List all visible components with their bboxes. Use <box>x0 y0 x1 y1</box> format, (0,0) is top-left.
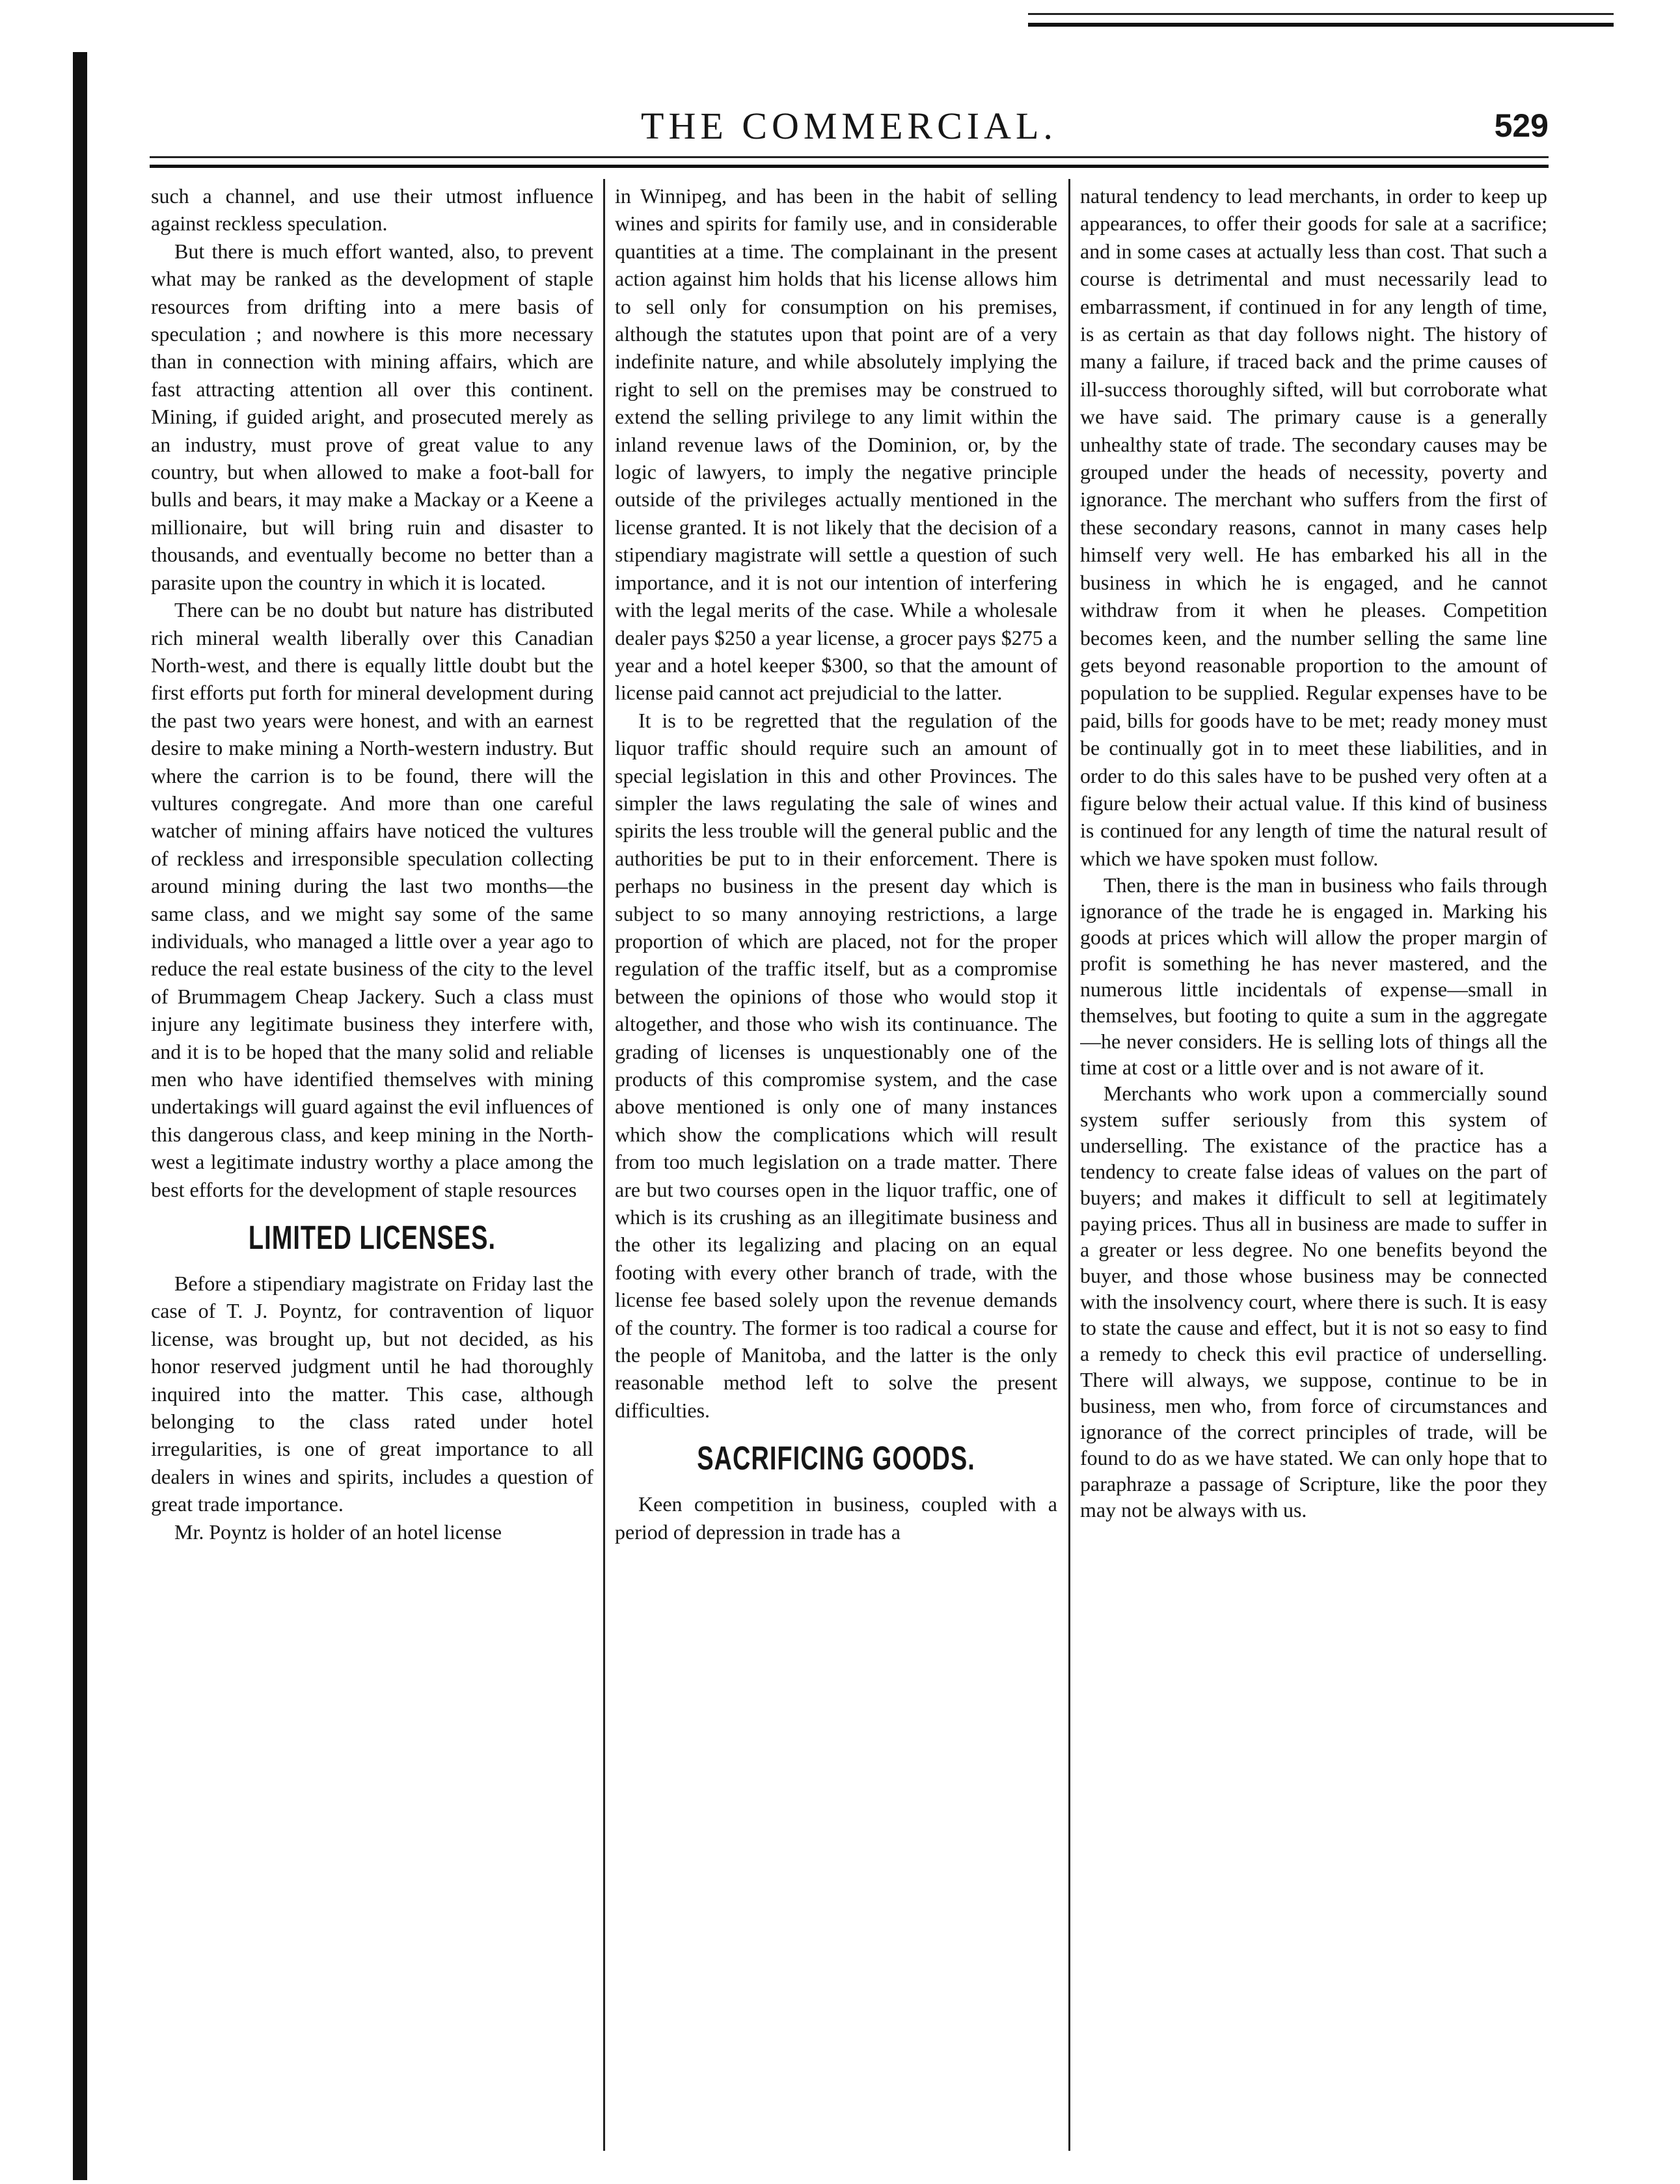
column-rule <box>1068 179 1070 2151</box>
paragraph: There can be no doubt but nature has distributed rich mineral wealth liberally over this Canadian North-west, and there is equally little doubt but the first efforts put forth for mineral development during the past two years were honest, and with an earnest desire to make mining a North-western industry. But where the carrion is to be found, there will the vultures congregate. And more than one careful watcher of mining affairs have noticed the vultures of reckless and irresponsible speculation collecting around mining during the last two months—the same class, and we might say some of the same individuals, who managed a little over a year ago to reduce the real estate business of the city to the level of Brummagem Cheap Jackery. Such a class must injure any legitimate business they interfere with, and it is to be hoped that the many solid and reliable men who have identified themselves with mining undertakings will guard against the evil influences of this dangerous class, and keep mining in the North-west a legitimate industry worthy a place among the best efforts for the development of staple resources <box>151 598 593 1201</box>
column-3 <box>1080 182 1547 2141</box>
paragraph: Keen competition in business, coupled with a period of depression in trade has a <box>615 1492 1057 1544</box>
paragraph: in Winnipeg, and has been in the habit of selling wines and spirits for family use, and in considerable quantities at a time. The complainant in the present action against him holds that his license allows him to sell only for consumption on his premises, although the statutes upon that point are of a very indefinite nature, and while absolutely implying the right to sell on the premises may be construed to extend the selling privilege to any limit within the inland revenue laws of the Dominion, or, by the logic of lawyers, to imply the negative principle outside of the privileges actually mentioned in the license granted. It is not likely that the decision of a stipendiary magistrate will settle a question of such importance, and it is not our intention of interfering with the legal merits of the case. While a wholesale dealer pays $250 a year license, a grocer pays $275 a year and a hotel keeper $300, so that the amount of license paid cannot act prejudicial to the latter. <box>615 184 1057 705</box>
column-rule <box>603 179 605 2151</box>
page-header <box>150 104 1549 150</box>
paragraph: Mr. Poyntz is holder of an hotel license <box>174 1520 502 1544</box>
binding-edge <box>73 52 87 2180</box>
paragraph: Then, there is the man in business who fails through ignorance of the trade he is engaged in. Marking his goods at prices which will allow the proper margin of profit is something he has never mastered, and the numerous little incidentals of expense—small in themselves, but footing to quite a sum in the aggregate—he never considers. He is selling lots of things all the time at cost or a little over and is not aware of it. <box>1080 873 1547 1080</box>
paragraph: such a channel, and use their utmost influence against reckless speculation. <box>151 184 593 236</box>
paragraph: Merchants who work upon a commercially sound system suffer seriously from this system of underselling. The existance of the practice has a tendency to create false ideas of values on the part of buyers; and makes it difficult to sell at legitimately paying prices. Thus all in business are made to suffer in a greater or less degree. No one benefits beyond the buyer, and those whose business may be connected with the insolvency court, where there is such. It is easy to state the cause and effect, but it is not so easy to find a remedy to check this evil practice of underselling. There will always, we suppose, continue to be in business, men who, from force of circumstances and ignorance of the correct principles of trade, will be found to do as we have stated. We can only hope that to paraphraze a passage of Scripture, like the poor they may not be always with us. <box>1080 1082 1547 1522</box>
column-2 <box>615 182 1057 2141</box>
header-rule <box>150 156 1549 168</box>
section-title-sacrificing-goods <box>615 1438 1057 1481</box>
masthead-title: THE COMMERCIAL. <box>641 105 1057 147</box>
paragraph: But there is much effort wanted, also, to prevent what may be ranked as the development of staple resources from drifting into a mere basis of speculation ; and nowhere is this more necessary than in connection with mining affairs, which are fast attracting attention all over this continent. Mining, if guided aright, and prosecuted merely as an industry, must prove of great value to any country, but when allowed to make a foot-ball for bulls and bears, it may make a Mackay or a Keene a millionaire, but will bring ruin and disaster to thousands, and eventually become no better than a parasite upon the country in which it is located. <box>151 239 593 594</box>
paragraph: Before a stipendiary magistrate on Friday last the case of T. J. Poyntz, for contravention of liquor license, was brought up, but not decided, as his honor reserved judgment until he had thoroughly inquired into the matter. This case, although belonging to the class rated under hotel irregularities, is one of great importance to all dealers in wines and spirits, includes a question of great trade importance. <box>151 1272 593 1516</box>
section-title-text: SACRIFICING GOODS. <box>697 1440 975 1478</box>
top-rule <box>1028 13 1614 27</box>
column-1 <box>151 182 593 2141</box>
section-title-text: LIMITED LICENSES. <box>248 1220 496 1257</box>
page-number: 529 <box>1494 107 1549 144</box>
paragraph: It is to be regretted that the regulation of the liquor traffic should require such an amount of special legislation in this and other Provinces. The simpler the laws regulating the sale of wines and spirits the less trouble will the general public and the authorities be put to in their enforcement. There is perhaps no business in the present day which is subject to so many annoying restrictions, a large proportion of which are placed, not for the proper regulation of the traffic itself, but as a compromise between the opinions of those who would stop it altogether, and those who wish its continuance. The grading of licenses is unquestionably one of the products of this compromise system, and the case above mentioned is only one of many instances which show the complications which will result from too much legislation on a trade matter. There are but two courses open in the liquor traffic, one of which is its crushing as an illegitimate business and the other its legalizing and placing on an equal footing with every other branch of trade, with the license fee based solely upon the revenue demands of the country. The former is too radical a course for the people of Manitoba, and the latter is the only reasonable method left to solve the present difficulties. <box>615 708 1057 1422</box>
section-title-limited-licenses <box>151 1218 593 1260</box>
paragraph: natural tendency to lead merchants, in order to keep up appearances, to offer their goods for sale at a sacrifice; and in some cases at actually less than cost. That such a course is detrimental and must necessarily lead to embarrassment, if continued in for any length of time, is as certain as that day follows night. The history of many a failure, if traced back and the prime causes of ill-success thoroughly sifted, will but corroborate what we have said. The primary cause is a generally unhealthy state of trade. The secondary causes may be grouped under the heads of necessity, poverty and ignorance. The merchant who suffers from the first of these secondary reasons, cannot in many cases help himself very well. He has embarked his all in the business in which he is engaged, and he cannot withdraw from it when he pleases. Competition becomes keen, and the number selling the same line gets beyond reasonable proportion to the amount of population to be supplied. Regular expenses have to be paid, bills for goods have to be met; ready money must be continually got in to meet these liabilities, and in order to do this sales have to be pushed very often at a figure below their actual value. If this kind of business is continued for any length of time the natural result of which we have spoken must follow. <box>1080 184 1547 870</box>
